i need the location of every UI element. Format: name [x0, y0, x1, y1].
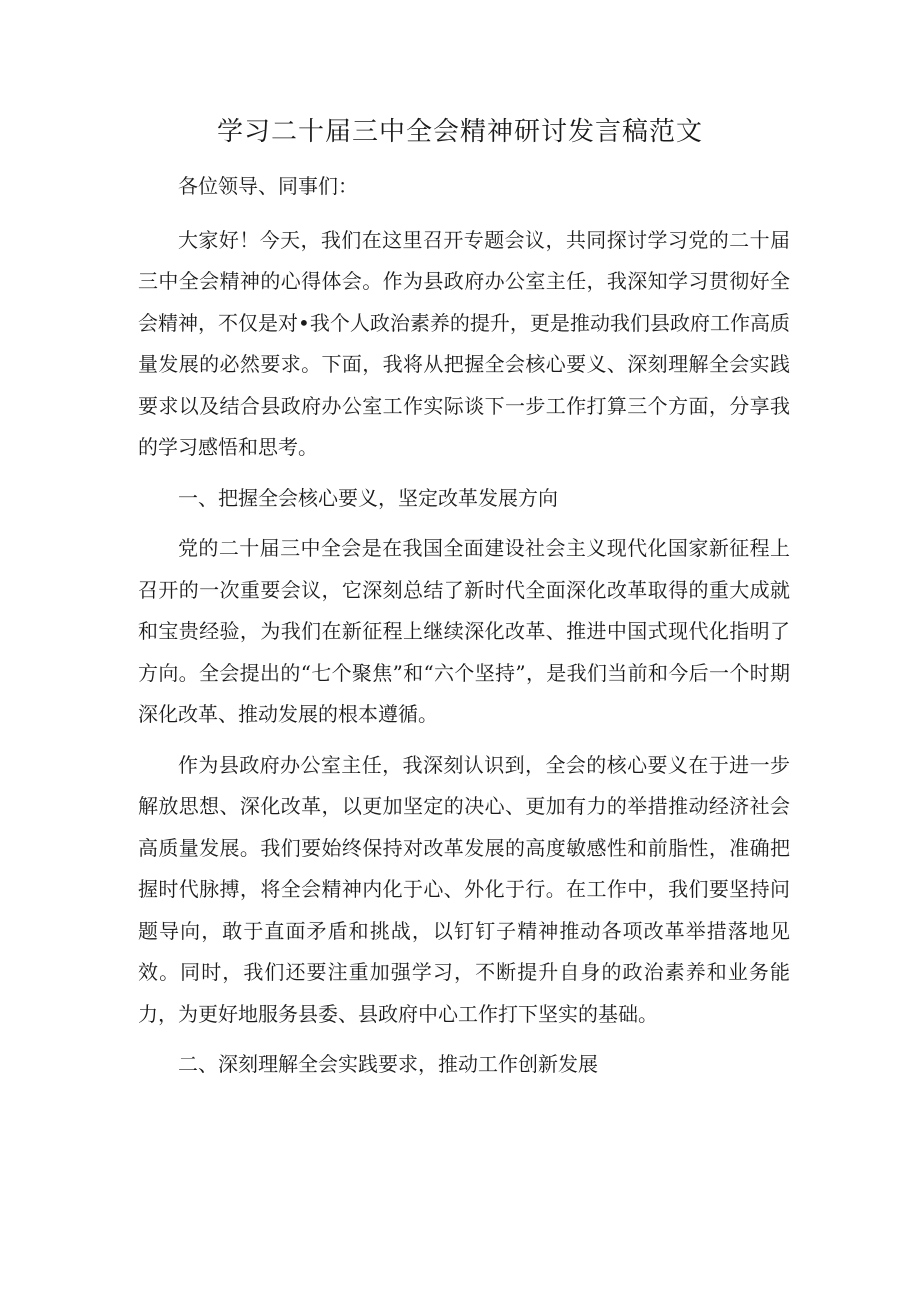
- paragraph-section-1-a: 党的二十届三中全会是在我国全面建设社会主义现代化国家新征程上召开的一次重要会议，它深刻总结了新时代全面深化改革取得的重大成就和宝贵经验，为我们在新征程上继续深化改革、推进中国式现代化指明了方向。全会提出的“七个聚焦”和“六个坚持”，是我们当前和今后一个时期深化改革、推动发展的根本遵循。: [138, 536, 790, 726]
- document-body: [138, 166, 790, 1086]
- document-title: 学习二十届三中全会精神研讨发言稿范文: [216, 117, 703, 147]
- section-heading-1: 一、把握全会核心要义，坚定改革发展方向: [178, 485, 558, 510]
- paragraph-opening: 大家好！今天，我们在这里召开专题会议，共同探讨学习党的二十届三中全会精神的心得体会。作为县政府办公室主任，我深知学习贯彻好全会精神，不仅是对•我个人政治素养的提升，更是推动我们县政府工作高质量发展的必然要求。下面，我将从把握全会核心要义、深刻理解全会实践要求以及结合县政府办公室工作实际谈下一步工作打算三个方面，分享我的学习感悟和思考。: [138, 227, 790, 459]
- salutation: 各位领导、同事们：: [178, 174, 358, 198]
- paragraph-section-1-b: 作为县政府办公室主任，我深刻认识到，全会的核心要义在于进一步解放思想、深化改革，以更加坚定的决心、更加有力的举措推动经济社会高质量发展。我们要始终保持对改革发展的高度敏感性和前脂性，准确把握时代脉搏，将全会精神内化于心、外化于行。在工作中，我们要坚持问题导向，敢于直面矛盾和挑战，以钉钉子精神推动各项改革举措落地见效。同时，我们还要注重加强学习，不断提升自身的政治素养和业务能力，为更好地服务县委、县政府中心工作打下坚实的基础。: [138, 752, 790, 1026]
- section-heading-2: 二、深刻理解全会实践要求，推动工作创新发展: [178, 1052, 598, 1076]
